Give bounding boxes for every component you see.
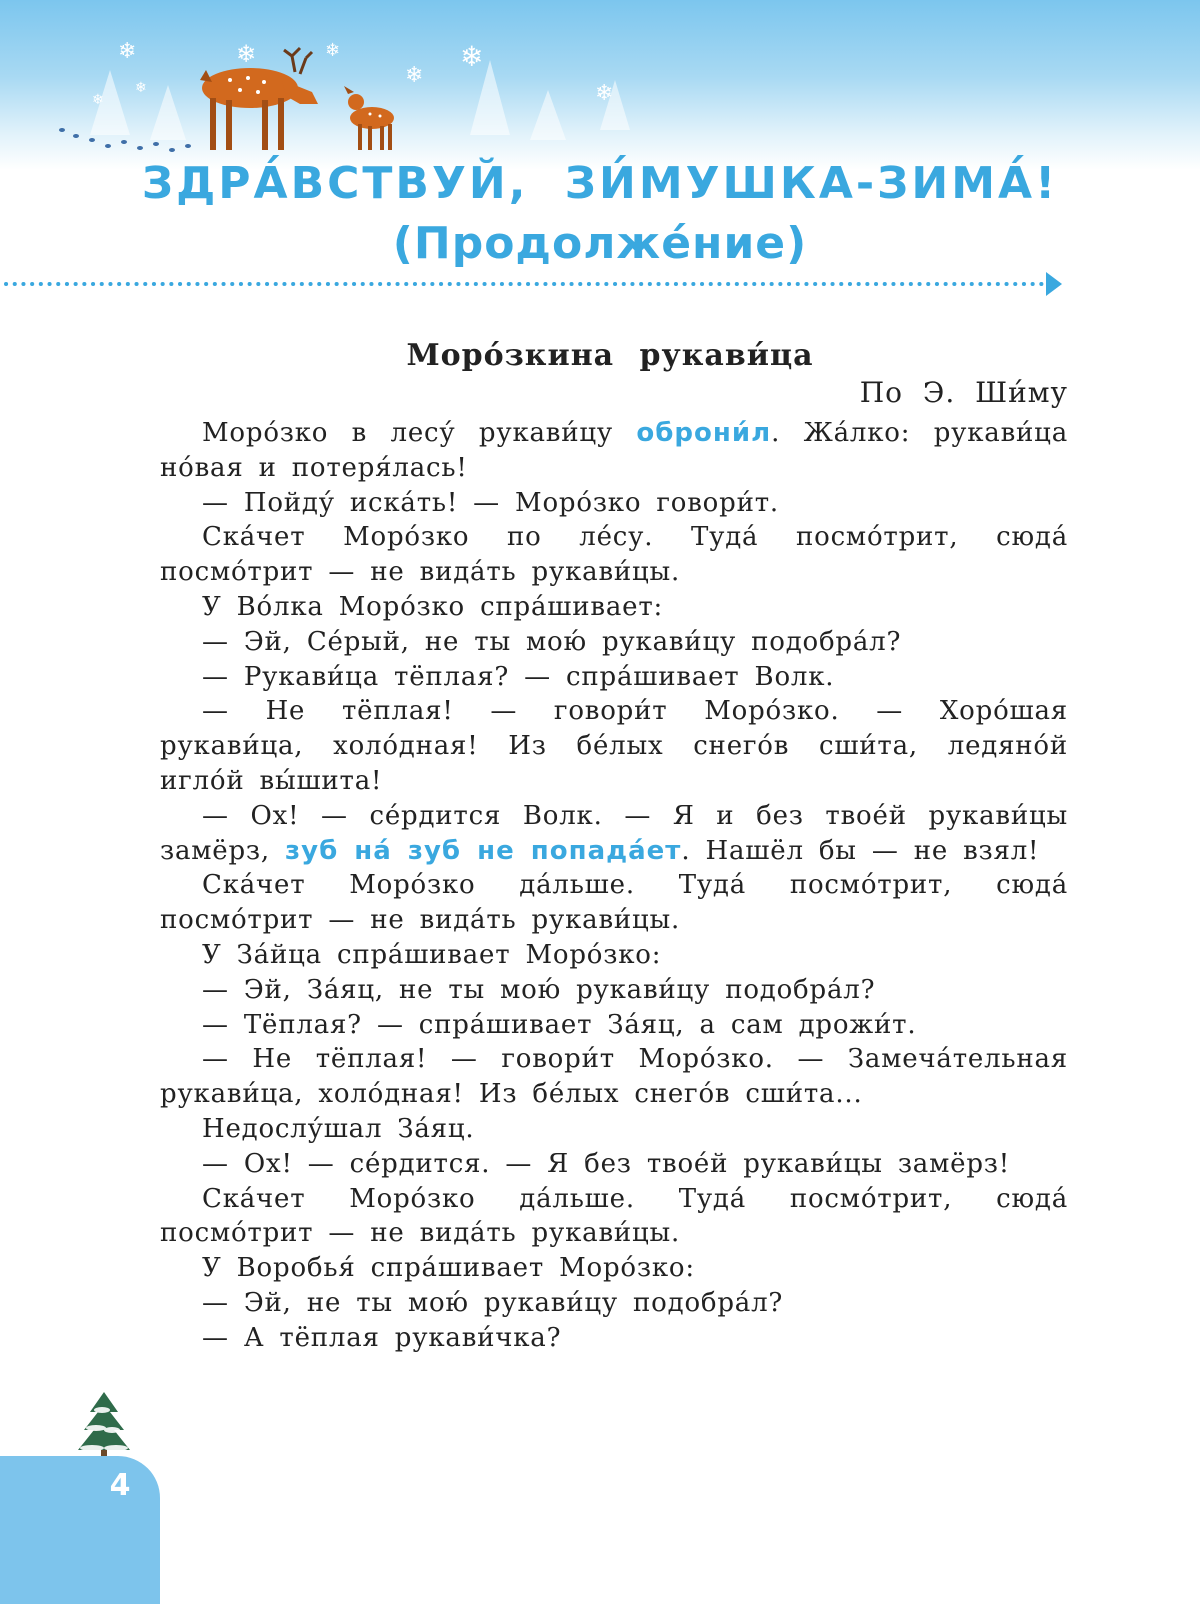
story-author: По Э. Ши́му <box>859 376 1068 409</box>
highlighted-word: оброни́л <box>636 418 772 448</box>
story-paragraph <box>160 938 1068 973</box>
story-paragraph <box>160 1286 1068 1321</box>
paragraph-text: У Воробья́ спра́шивает Моро́зко: <box>202 1253 695 1284</box>
paragraph-text: Ска́чет Моро́зко да́льше. Туда́ посмо́трит, сюда́ посмо́трит — не вида́ть рукави́цы. <box>160 1183 1068 1249</box>
paragraph-text: Ска́чет Моро́зко по ле́су. Туда́ посмо́трит, сюда́ посмо́трит — не вида́ть рукави́цы. <box>160 522 1068 588</box>
story-paragraph <box>160 416 1068 486</box>
paragraph-text: — Ох! — се́рдится Волк. — Я и без твое́й рукави́цы замёрз, <box>160 800 1068 866</box>
story-paragraph <box>160 799 1068 869</box>
header-banner <box>0 0 1200 170</box>
paragraph-text: . Нашёл бы — не взял! <box>681 835 1040 866</box>
paragraph-text: — Ох! — се́рдится. — Я без твое́й рукави́цы замёрз! <box>202 1148 1010 1179</box>
page-number: 4 <box>109 1468 131 1503</box>
deer-icon <box>200 48 318 150</box>
paragraph-text: — Эй, не ты мою́ рукави́цу подобра́л? <box>202 1287 784 1318</box>
paragraph-text: У Во́лка Моро́зко спра́шивает: <box>202 591 664 622</box>
paragraph-text: — Тёплая? — спра́шивает За́яц, а сам дрожи́т. <box>202 1009 917 1040</box>
story-paragraph <box>160 1321 1068 1356</box>
story-paragraph <box>160 590 1068 625</box>
paragraph-text: Моро́зко в лесу́ рукави́цу <box>202 418 637 448</box>
paragraph-text: Недослу́шал За́яц. <box>202 1113 475 1144</box>
paragraph-text: — Не тёплая! — говори́т Моро́зко. — Замеча́тельная рукави́ца, холо́дная! Из бе́лых снего́в сши́та... <box>160 1044 1068 1110</box>
page-subtitle: (Продолже́ние) <box>392 218 808 269</box>
arrow-right-icon <box>1046 272 1062 296</box>
story-paragraph <box>160 1251 1068 1286</box>
fawn-icon <box>344 86 394 150</box>
story-paragraph <box>160 486 1068 521</box>
svg-text:❄: ❄ <box>405 63 424 88</box>
paragraph-text: — А тёплая рукави́чка? <box>202 1322 562 1353</box>
paragraph-text: — Эй, Се́рый, не ты мою́ рукави́цу подобра́л? <box>202 626 902 657</box>
paragraph-text: У За́йца спра́шивает Моро́зко: <box>202 939 662 970</box>
paragraph-text: Ска́чет Моро́зко да́льше. Туда́ посмо́трит, сюда́ посмо́трит — не вида́ть рукави́цы. <box>160 870 1068 936</box>
story-paragraph <box>160 1147 1068 1182</box>
story-text <box>160 416 1068 1356</box>
svg-text:❄: ❄ <box>460 40 484 73</box>
story-paragraph <box>160 520 1068 590</box>
story-paragraph <box>160 1182 1068 1252</box>
story-paragraph <box>160 1008 1068 1043</box>
svg-text:❄: ❄ <box>325 40 341 61</box>
story-paragraph <box>160 625 1068 660</box>
story-paragraph <box>160 868 1068 938</box>
svg-text:❄: ❄ <box>118 39 137 64</box>
svg-text:❄: ❄ <box>236 40 257 68</box>
svg-text:❄: ❄ <box>92 92 104 108</box>
fir-tree-icon <box>72 1390 136 1462</box>
svg-text:❄: ❄ <box>595 81 614 106</box>
paragraph-text: — Не тёплая! — говори́т Моро́зко. — Хоро́шая рукави́ца, холо́дная! Из бе́лых снего́в сши́та, ледяно́й игло́й вы́шита! <box>160 696 1068 796</box>
dotted-divider <box>0 272 1200 296</box>
story-paragraph <box>160 1112 1068 1147</box>
story-title: Моро́зкина рукави́ца <box>406 338 814 373</box>
story-paragraph <box>160 660 1068 695</box>
paragraph-text: — Рукави́ца тёплая? — спра́шивает Волк. <box>202 661 835 692</box>
paragraph-text: — Эй, За́яц, не ты мою́ рукави́цу подобра́л? <box>202 974 876 1005</box>
highlighted-word: зуб на́ зуб не попада́ет <box>285 835 682 866</box>
story-paragraph <box>160 694 1068 798</box>
winter-scene-illustration <box>0 0 1200 170</box>
story-paragraph <box>160 973 1068 1008</box>
paragraph-text: — Пойду́ иска́ть! — Моро́зко говори́т. <box>202 487 779 518</box>
page-title: ЗДРА́ВСТВУЙ, ЗИ́МУШКА-ЗИМА́! <box>141 158 1059 209</box>
story-paragraph <box>160 1042 1068 1112</box>
svg-text:❄: ❄ <box>135 80 147 96</box>
paragraph-text: . Жа́лко: рукави́ца но́вая и потеря́лась! <box>160 418 1068 483</box>
